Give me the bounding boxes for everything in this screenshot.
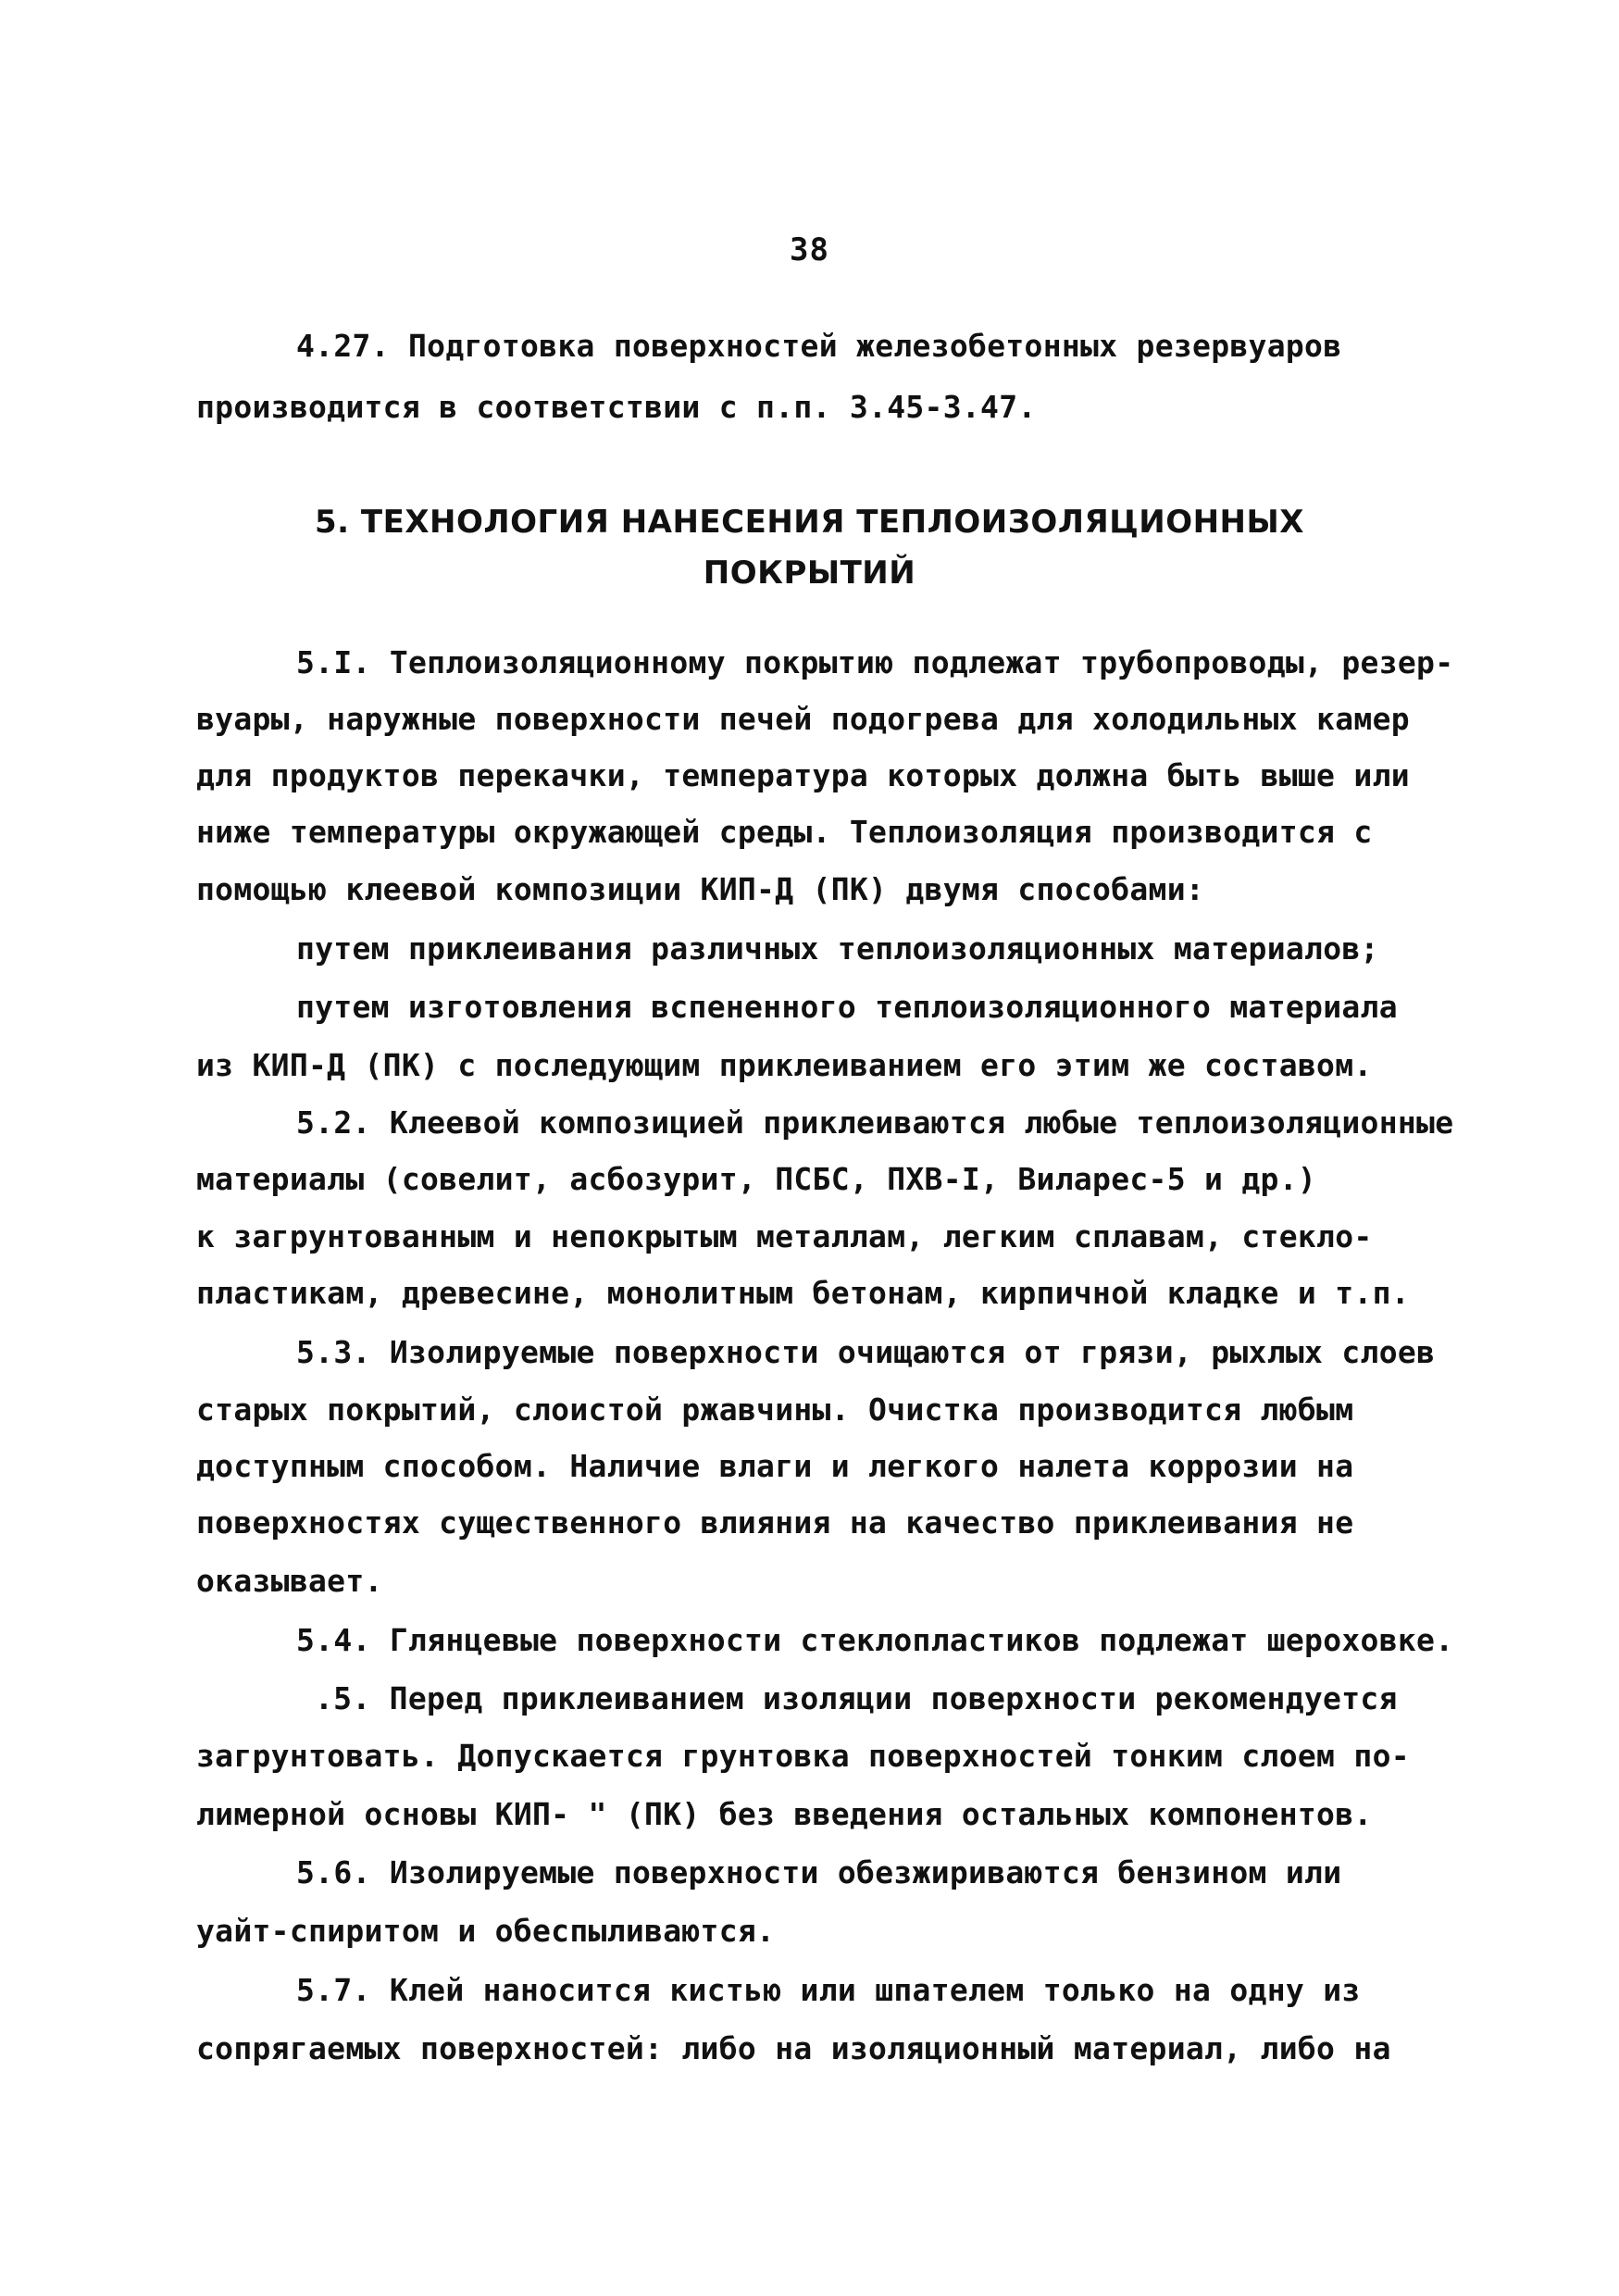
paragraph-5-3-line-4: поверхностях существенного влияния на качество приклеивания не <box>196 1504 1354 1541</box>
paragraph-5-1-line-3: для продуктов перекачки, температура которых должна быть выше или <box>196 757 1410 793</box>
paragraph-4-27-line-2: производится в соответствии с п.п. 3.45-3.47. <box>196 389 1037 425</box>
paragraph-5-3-line-1: 5.3. Изолируемые поверхности очищаются от грязи, рыхлых слоев <box>296 1334 1436 1370</box>
paragraph-5-5-line-3: лимерной основы КИП- " (ПК) без введения остальных компонентов. <box>196 1796 1373 1832</box>
paragraph-5-2-line-3: к загрунтованным и непокрытым металлам, легким сплавам, стекло- <box>196 1218 1373 1254</box>
paragraph-5-6-line-2: уайт-спиритом и обеспыливаются. <box>196 1913 776 1949</box>
paragraph-5-1-line-8: из КИП-Д (ПК) с последующим приклеиванием его этим же составом. <box>196 1047 1373 1083</box>
paragraph-5-2-line-4: пластикам, древесине, монолитным бетонам, кирпичной кладке и т.п. <box>196 1275 1410 1311</box>
paragraph-4-27-line-1: 4.27. Подготовка поверхностей железобетонных резервуаров <box>296 328 1342 364</box>
paragraph-5-4-line-1: 5.4. Глянцевые поверхности стеклопластиков подлежат шероховке. <box>296 1622 1454 1658</box>
paragraph-5-1-line-2: вуары, наружные поверхности печей подогрева для холодильных камер <box>196 701 1410 737</box>
section-heading-line-2: ПОКРЫТИЙ <box>703 555 916 592</box>
paragraph-5-3-line-2: старых покрытий, слоистой ржавчины. Очистка производится любым <box>196 1391 1354 1428</box>
paragraph-5-1-line-6: путем приклеивания различных теплоизоляционных материалов; <box>296 930 1379 967</box>
paragraph-5-5-line-2: загрунтовать. Допускается грунтовка поверхностей тонким слоем по- <box>196 1738 1410 1774</box>
paragraph-5-7-line-2: сопрягаемых поверхностей: либо на изоляционный материал, либо на <box>196 2030 1391 2066</box>
paragraph-5-2-line-1: 5.2. Клеевой композицией приклеиваются любые теплоизоляционные <box>296 1104 1454 1141</box>
paragraph-5-1-line-7: путем изготовления вспененного теплоизоляционного материала <box>296 989 1398 1025</box>
page-number: 38 <box>790 231 829 268</box>
paragraph-5-6-line-1: 5.6. Изолируемые поверхности обезжириваются бензином или <box>296 1854 1342 1890</box>
paragraph-5-1-line-4: ниже температуры окружающей среды. Теплоизоляция производится с <box>196 814 1373 850</box>
paragraph-5-7-line-1: 5.7. Клей наносится кистью или шпателем только на одну из <box>296 1972 1361 2008</box>
paragraph-5-3-line-3: доступным способом. Наличие влаги и легкого налета коррозии на <box>196 1448 1354 1484</box>
paragraph-5-2-line-2: материалы (совелит, асбозурит, ПСБС, ПХВ-I, Виларес-5 и др.) <box>196 1161 1317 1197</box>
paragraph-5-5-line-1: .5. Перед приклеиванием изоляции поверхности рекомендуется <box>315 1680 1398 1716</box>
paragraph-5-1-line-1: 5.I. Теплоизоляционному покрытию подлежат трубопроводы, резер- <box>296 644 1454 680</box>
paragraph-5-3-line-5: оказывает. <box>196 1563 383 1599</box>
paragraph-5-1-line-5: помощью клеевой композиции КИП-Д (ПК) двумя способами: <box>196 871 1205 907</box>
section-heading-line-1: 5. ТЕХНОЛОГИЯ НАНЕСЕНИЯ ТЕПЛОИЗОЛЯЦИОННЫХ <box>315 504 1304 541</box>
